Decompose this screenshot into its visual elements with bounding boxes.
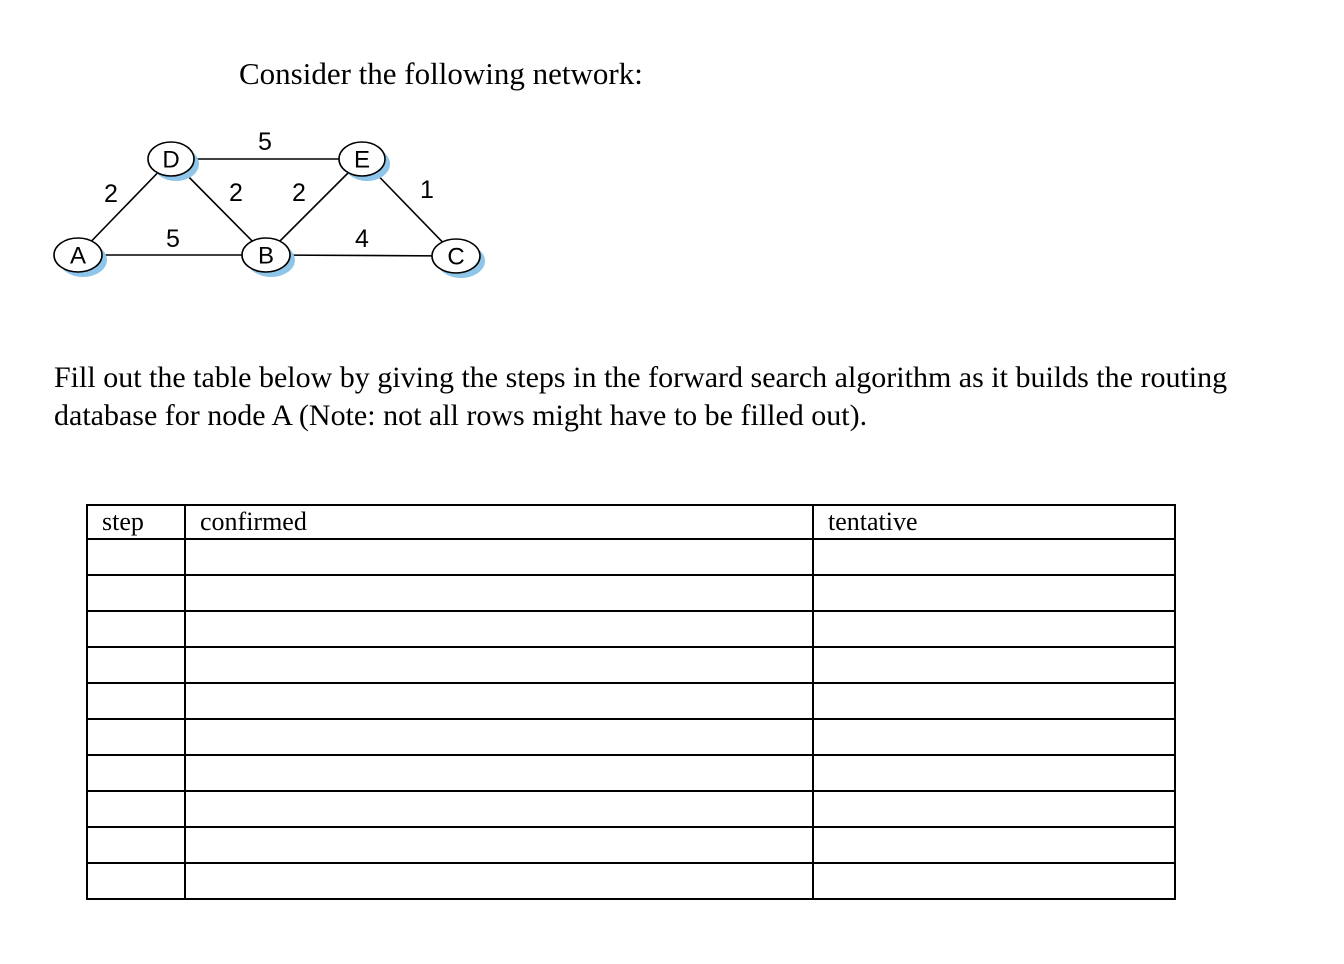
step-cell[interactable] — [87, 719, 185, 755]
confirmed-cell[interactable] — [185, 719, 813, 755]
tentative-cell[interactable] — [813, 719, 1175, 755]
tentative-cell[interactable] — [813, 827, 1175, 863]
step-cell[interactable] — [87, 575, 185, 611]
edge-b-c — [266, 255, 456, 256]
edge-weight-a-b: 5 — [166, 225, 180, 253]
step-cell[interactable] — [87, 827, 185, 863]
confirmed-cell[interactable] — [185, 791, 813, 827]
edge-weight-b-c: 4 — [355, 225, 369, 253]
tentative-cell[interactable] — [813, 647, 1175, 683]
node-a — [54, 238, 107, 277]
edge-weight-d-e: 5 — [258, 128, 272, 156]
routing-table — [86, 504, 1176, 900]
confirmed-cell[interactable] — [185, 863, 813, 899]
tentative-cell[interactable] — [813, 791, 1175, 827]
intro-text: Consider the following network: — [239, 56, 643, 91]
table-row — [87, 683, 1175, 719]
edge-weight-e-b: 2 — [292, 179, 306, 207]
table-row — [87, 755, 1175, 791]
tentative-cell[interactable] — [813, 755, 1175, 791]
network-diagram — [0, 0, 520, 300]
node-label-b: B — [257, 242, 275, 270]
confirmed-cell[interactable] — [185, 611, 813, 647]
table-row — [87, 827, 1175, 863]
tentative-cell[interactable] — [813, 683, 1175, 719]
confirmed-cell[interactable] — [185, 827, 813, 863]
header-tentative: tentative — [813, 505, 1175, 539]
node-label-e: E — [353, 146, 371, 174]
table-header-row — [87, 505, 1175, 539]
table-row — [87, 863, 1175, 899]
node-c — [432, 239, 485, 278]
step-cell[interactable] — [87, 683, 185, 719]
step-cell[interactable] — [87, 611, 185, 647]
nodes-layer — [54, 142, 485, 278]
table-row — [87, 647, 1175, 683]
confirmed-cell[interactable] — [185, 575, 813, 611]
weights-layer — [104, 128, 434, 253]
confirmed-cell[interactable] — [185, 647, 813, 683]
table-row — [87, 575, 1175, 611]
step-cell[interactable] — [87, 755, 185, 791]
node-label-d: D — [162, 146, 180, 174]
table-row — [87, 539, 1175, 575]
header-confirmed: confirmed — [185, 505, 813, 539]
table-body — [87, 539, 1175, 899]
step-cell[interactable] — [87, 539, 185, 575]
edge-weight-e-c: 1 — [420, 176, 434, 204]
tentative-cell[interactable] — [813, 611, 1175, 647]
table-row — [87, 611, 1175, 647]
step-cell[interactable] — [87, 647, 185, 683]
tentative-cell[interactable] — [813, 575, 1175, 611]
confirmed-cell[interactable] — [185, 683, 813, 719]
node-label-a: A — [69, 242, 87, 270]
confirmed-cell[interactable] — [185, 755, 813, 791]
edge-weight-d-b: 2 — [229, 179, 243, 207]
header-step: step — [87, 505, 185, 539]
step-cell[interactable] — [87, 791, 185, 827]
instructions-text: Fill out the table below by giving the steps in the forward search algorithm as it builds the routing database for node A (Note: not all rows might have to be filled out). — [54, 361, 1228, 432]
edge-weight-a-d: 2 — [104, 180, 118, 208]
confirmed-cell[interactable] — [185, 539, 813, 575]
node-b — [242, 238, 295, 277]
tentative-cell[interactable] — [813, 863, 1175, 899]
table-row — [87, 719, 1175, 755]
tentative-cell[interactable] — [813, 539, 1175, 575]
node-label-c: C — [447, 243, 465, 271]
step-cell[interactable] — [87, 863, 185, 899]
table-row — [87, 791, 1175, 827]
